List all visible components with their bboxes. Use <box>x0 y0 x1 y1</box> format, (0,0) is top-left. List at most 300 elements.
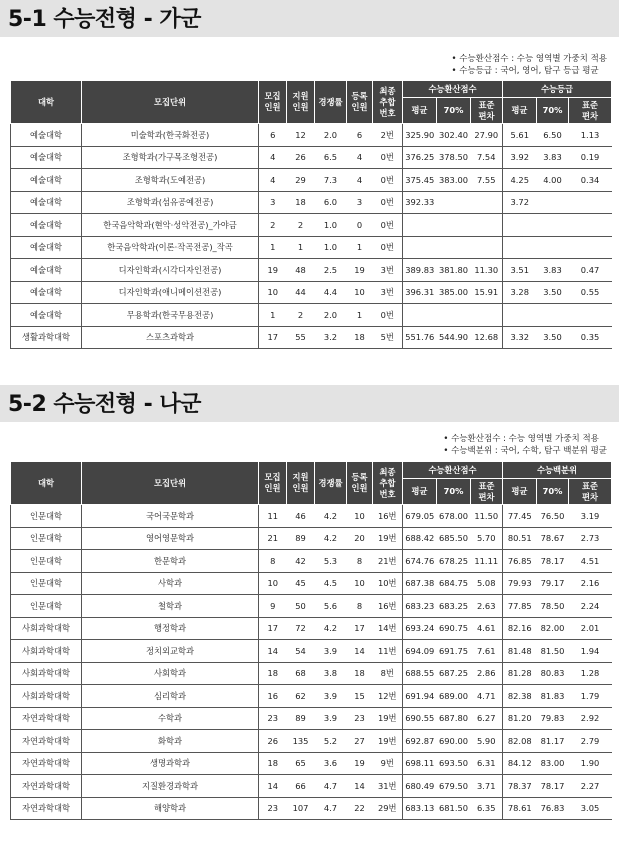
table-cell <box>537 236 569 259</box>
header-row <box>11 81 612 98</box>
table-cell: 인문대학 <box>11 550 82 573</box>
table-cell: 689.00 <box>437 685 471 708</box>
table-cell <box>471 191 503 214</box>
table-cell: 3.05 <box>569 797 612 820</box>
table-row <box>11 214 612 237</box>
table-cell: 예술대학 <box>11 236 82 259</box>
table-cell: 62 <box>287 685 315 708</box>
col-header-major: 모집단위 <box>82 462 259 505</box>
table-cell: 383.00 <box>437 169 471 192</box>
table-cell: 14 <box>259 640 287 663</box>
table-cell: 22 <box>347 797 373 820</box>
table-cell: 12번 <box>373 685 403 708</box>
table-cell: 19 <box>259 259 287 282</box>
table-cell: 89 <box>287 527 315 550</box>
table-cell: 7.54 <box>471 146 503 169</box>
table-cell: 3.28 <box>503 281 537 304</box>
col-subheader: 표준 편차 <box>569 479 612 505</box>
table-cell: 78.61 <box>503 797 537 820</box>
table-cell: 0번 <box>373 169 403 192</box>
table-cell: 0번 <box>373 236 403 259</box>
table-cell: 영어영문학과 <box>82 527 259 550</box>
col-group-header-grade: 수능등급 <box>503 81 612 98</box>
table-cell: 1 <box>347 236 373 259</box>
table-cell: 5.70 <box>471 527 503 550</box>
table-cell: 5.61 <box>503 124 537 147</box>
table-cell: 14 <box>347 775 373 798</box>
table-cell: 79.83 <box>537 707 569 730</box>
table-cell: 81.28 <box>503 662 537 685</box>
table-cell: 690.75 <box>437 617 471 640</box>
table-cell: 11.50 <box>471 505 503 528</box>
table-cell: 예술대학 <box>11 169 82 192</box>
table-cell: 79.93 <box>503 572 537 595</box>
table-cell <box>503 304 537 327</box>
table-cell: 23 <box>259 797 287 820</box>
table-cell: 688.55 <box>403 662 437 685</box>
table-cell: 5.90 <box>471 730 503 753</box>
col-group-header-score: 수능환산점수 <box>403 462 503 479</box>
table-cell: 철학과 <box>82 595 259 618</box>
table-cell: 82.00 <box>537 617 569 640</box>
table-cell: 698.11 <box>403 752 437 775</box>
table-cell: 679.05 <box>403 505 437 528</box>
table-cell: 16번 <box>373 595 403 618</box>
table-cell: 45 <box>287 572 315 595</box>
table-cell: 2.0 <box>315 124 347 147</box>
table-cell: 680.49 <box>403 775 437 798</box>
table-cell: 1.13 <box>569 124 612 147</box>
table-cell: 683.13 <box>403 797 437 820</box>
table-cell: 1 <box>287 236 315 259</box>
table-cell: 683.25 <box>437 595 471 618</box>
table-cell: 76.83 <box>537 797 569 820</box>
table-cell: 9번 <box>373 752 403 775</box>
table-cell: 2.01 <box>569 617 612 640</box>
table-cell: 381.80 <box>437 259 471 282</box>
table-cell: 21번 <box>373 550 403 573</box>
table-cell: 한국음악학과(이론·작곡전공)_작곡 <box>82 236 259 259</box>
table-cell: 692.87 <box>403 730 437 753</box>
table-cell: 77.45 <box>503 505 537 528</box>
table-cell: 10 <box>259 572 287 595</box>
table-cell: 6.27 <box>471 707 503 730</box>
table-cell: 4.7 <box>315 797 347 820</box>
table-cell: 81.83 <box>537 685 569 708</box>
table-cell: 3 <box>347 191 373 214</box>
table-cell: 80.51 <box>503 527 537 550</box>
table-cell: 76.85 <box>503 550 537 573</box>
table-cell: 인문대학 <box>11 505 82 528</box>
table-cell: 679.50 <box>437 775 471 798</box>
table-cell: 8 <box>259 550 287 573</box>
col-header-enroll: 등록 인원 <box>347 81 373 124</box>
table-cell: 2번 <box>373 124 403 147</box>
table-cell: 78.37 <box>503 775 537 798</box>
table-cell: 디자인학과(시각디자인전공) <box>82 259 259 282</box>
table-cell: 정치외교학과 <box>82 640 259 663</box>
table-cell: 2.5 <box>315 259 347 282</box>
table-cell: 4 <box>259 169 287 192</box>
table-cell: 83.00 <box>537 752 569 775</box>
table-cell: 2 <box>287 304 315 327</box>
table-cell: 예술대학 <box>11 191 82 214</box>
table-cell: 78.17 <box>537 550 569 573</box>
table-cell: 3 <box>259 191 287 214</box>
notes <box>452 53 607 77</box>
table-cell <box>537 214 569 237</box>
table-cell: 인문대학 <box>11 527 82 550</box>
table-cell: 2 <box>287 214 315 237</box>
table-row <box>11 662 612 685</box>
table-cell: 7.3 <box>315 169 347 192</box>
table-cell: 684.75 <box>437 572 471 595</box>
table-cell: 3.71 <box>471 775 503 798</box>
table-cell <box>403 236 437 259</box>
table-cell: 3.19 <box>569 505 612 528</box>
table-row <box>11 797 612 820</box>
table-cell: 17 <box>259 617 287 640</box>
table-cell: 사학과 <box>82 572 259 595</box>
table-cell: 29 <box>287 169 315 192</box>
table-cell: 50 <box>287 595 315 618</box>
table-row <box>11 124 612 147</box>
table-cell: 스포츠과학과 <box>82 326 259 349</box>
table-cell <box>503 236 537 259</box>
table-cell: 심리학과 <box>82 685 259 708</box>
col-subheader: 표준 편차 <box>471 98 503 124</box>
table-cell: 10 <box>347 572 373 595</box>
table-cell: 예술대학 <box>11 259 82 282</box>
table-cell: 4.2 <box>315 527 347 550</box>
table-cell: 683.23 <box>403 595 437 618</box>
table-cell: 17 <box>347 617 373 640</box>
table-cell: 4 <box>347 169 373 192</box>
table-cell: 조형학과(가구목조형전공) <box>82 146 259 169</box>
table-cell <box>437 304 471 327</box>
note-line: • 수능등급 : 국어, 영어, 탐구 등급 평균 <box>451 66 599 76</box>
table-row <box>11 775 612 798</box>
table-cell: 생명과학과 <box>82 752 259 775</box>
table-cell: 0번 <box>373 191 403 214</box>
table-cell: 0.35 <box>569 326 612 349</box>
table-cell: 78.50 <box>537 595 569 618</box>
table-cell: 5.08 <box>471 572 503 595</box>
table-cell: 0.55 <box>569 281 612 304</box>
table-cell: 82.38 <box>503 685 537 708</box>
section-title-bar <box>0 385 619 422</box>
col-group-header-grade: 수능백분위 <box>503 462 612 479</box>
table-cell: 1 <box>347 304 373 327</box>
table-cell: 자연과학대학 <box>11 730 82 753</box>
table-cell: 78.67 <box>537 527 569 550</box>
table-cell <box>437 236 471 259</box>
table-cell: 65 <box>287 752 315 775</box>
table-cell: 3.32 <box>503 326 537 349</box>
table-cell: 89 <box>287 707 315 730</box>
table-cell <box>471 236 503 259</box>
table-cell: 6 <box>259 124 287 147</box>
table-cell: 10 <box>347 281 373 304</box>
table-cell: 사회학과 <box>82 662 259 685</box>
col-subheader: 평균 <box>503 479 537 505</box>
table-row <box>11 527 612 550</box>
table-cell: 2.0 <box>315 304 347 327</box>
table-cell: 17 <box>259 326 287 349</box>
table-cell: 135 <box>287 730 315 753</box>
table-cell: 4.61 <box>471 617 503 640</box>
col-header-enroll: 등록 인원 <box>347 462 373 505</box>
table-cell: 4.71 <box>471 685 503 708</box>
table-cell: 2.27 <box>569 775 612 798</box>
table-row <box>11 595 612 618</box>
table-cell: 14번 <box>373 617 403 640</box>
table-cell: 31번 <box>373 775 403 798</box>
table-cell: 3.9 <box>315 640 347 663</box>
table-cell: 678.00 <box>437 505 471 528</box>
col-header-ratio: 경쟁률 <box>315 462 347 505</box>
table-row <box>11 281 612 304</box>
table-cell: 392.33 <box>403 191 437 214</box>
table-cell: 4.00 <box>537 169 569 192</box>
table-cell <box>437 214 471 237</box>
table-cell: 3.6 <box>315 752 347 775</box>
col-subheader: 70% <box>437 479 471 505</box>
col-header-ratio: 경쟁률 <box>315 81 347 124</box>
table-cell: 4.7 <box>315 775 347 798</box>
table-cell: 예술대학 <box>11 304 82 327</box>
table-cell: 사회과학대학 <box>11 640 82 663</box>
table-cell: 26 <box>259 730 287 753</box>
table-cell: 54 <box>287 640 315 663</box>
col-subheader: 표준 편차 <box>569 98 612 124</box>
table-cell: 46 <box>287 505 315 528</box>
table-row <box>11 707 612 730</box>
table-row <box>11 191 612 214</box>
table-cell: 79.17 <box>537 572 569 595</box>
table-cell: 자연과학대학 <box>11 707 82 730</box>
table-cell: 9 <box>259 595 287 618</box>
table-row <box>11 572 612 595</box>
table-cell: 생활과학대학 <box>11 326 82 349</box>
table-cell: 미술학과(한국화전공) <box>82 124 259 147</box>
table-cell: 예술대학 <box>11 214 82 237</box>
table-cell: 4 <box>347 146 373 169</box>
table-cell: 16번 <box>373 505 403 528</box>
table-cell: 6.5 <box>315 146 347 169</box>
table-cell: 6.0 <box>315 191 347 214</box>
table-cell: 해양학과 <box>82 797 259 820</box>
table-row <box>11 326 612 349</box>
col-subheader: 70% <box>537 479 569 505</box>
col-header-major: 모집단위 <box>82 81 259 124</box>
table-row <box>11 685 612 708</box>
table-cell: 12.68 <box>471 326 503 349</box>
table-cell: 396.31 <box>403 281 437 304</box>
table-cell <box>569 214 612 237</box>
table-cell: 48 <box>287 259 315 282</box>
table-cell: 2.63 <box>471 595 503 618</box>
table-cell: 691.75 <box>437 640 471 663</box>
table-cell: 7.61 <box>471 640 503 663</box>
table-cell: 375.45 <box>403 169 437 192</box>
table-cell: 0.34 <box>569 169 612 192</box>
table-cell: 6 <box>347 124 373 147</box>
table-cell: 인문대학 <box>11 572 82 595</box>
table-cell <box>471 214 503 237</box>
col-subheader: 평균 <box>503 98 537 124</box>
table-cell: 82.08 <box>503 730 537 753</box>
table-cell: 26 <box>287 146 315 169</box>
table-cell: 10 <box>347 505 373 528</box>
table-row <box>11 752 612 775</box>
table-cell: 82.16 <box>503 617 537 640</box>
table-cell: 8번 <box>373 662 403 685</box>
table-cell: 1.0 <box>315 236 347 259</box>
table-cell: 27 <box>347 730 373 753</box>
table-cell: 687.80 <box>437 707 471 730</box>
table-cell: 19번 <box>373 730 403 753</box>
table-cell: 678.25 <box>437 550 471 573</box>
note-line: • 수능환산점수 : 수능 영역별 가중치 적용 <box>451 54 607 64</box>
col-subheader: 평균 <box>403 98 437 124</box>
table-cell: 19번 <box>373 707 403 730</box>
table-cell: 디자인학과(애니메이션전공) <box>82 281 259 304</box>
table-cell: 4.2 <box>315 505 347 528</box>
table-cell: 3.92 <box>503 146 537 169</box>
table-cell: 55 <box>287 326 315 349</box>
table-cell: 5.6 <box>315 595 347 618</box>
score-table-ga <box>10 80 612 349</box>
table-cell <box>437 191 471 214</box>
table-cell: 107 <box>287 797 315 820</box>
table-row <box>11 505 612 528</box>
table-cell: 14 <box>347 640 373 663</box>
col-header-final: 최종 추합 번호 <box>373 81 403 124</box>
table-cell: 조형학과(도예전공) <box>82 169 259 192</box>
table-cell: 수학과 <box>82 707 259 730</box>
table-cell: 조형학과(섬유공예전공) <box>82 191 259 214</box>
table-cell: 5.2 <box>315 730 347 753</box>
col-group-header-score: 수능환산점수 <box>403 81 503 98</box>
table-cell: 693.24 <box>403 617 437 640</box>
table-cell: 5번 <box>373 326 403 349</box>
col-subheader: 70% <box>437 98 471 124</box>
table-cell: 0번 <box>373 146 403 169</box>
table-cell: 1.90 <box>569 752 612 775</box>
col-header-recruit: 모집 인원 <box>259 81 287 124</box>
table-cell: 19 <box>347 259 373 282</box>
table-cell: 예술대학 <box>11 124 82 147</box>
col-header-apply: 지원 인원 <box>287 462 315 505</box>
table-cell: 687.38 <box>403 572 437 595</box>
table-cell: 20 <box>347 527 373 550</box>
table-cell: 6.50 <box>537 124 569 147</box>
table-cell: 3번 <box>373 281 403 304</box>
table-cell: 3.83 <box>537 259 569 282</box>
table-cell: 693.50 <box>437 752 471 775</box>
table-cell: 8 <box>347 550 373 573</box>
table-cell: 1.0 <box>315 214 347 237</box>
table-cell: 3.51 <box>503 259 537 282</box>
table-row <box>11 169 612 192</box>
table-cell: 15.91 <box>471 281 503 304</box>
table-cell: 0번 <box>373 304 403 327</box>
table-cell: 0.19 <box>569 146 612 169</box>
table-cell: 691.94 <box>403 685 437 708</box>
table-cell: 694.09 <box>403 640 437 663</box>
table-cell: 302.40 <box>437 124 471 147</box>
table-cell: 68 <box>287 662 315 685</box>
table-cell: 10번 <box>373 572 403 595</box>
table-cell: 18 <box>347 662 373 685</box>
table-cell: 16 <box>259 685 287 708</box>
table-cell: 2.92 <box>569 707 612 730</box>
table-cell: 44 <box>287 281 315 304</box>
table-cell: 4.5 <box>315 572 347 595</box>
table-row <box>11 617 612 640</box>
table-cell: 6.35 <box>471 797 503 820</box>
table-cell: 19번 <box>373 527 403 550</box>
table-cell: 2.24 <box>569 595 612 618</box>
table-cell: 378.50 <box>437 146 471 169</box>
table-cell: 389.83 <box>403 259 437 282</box>
table-cell: 11 <box>259 505 287 528</box>
col-header-recruit: 모집 인원 <box>259 462 287 505</box>
note-line: • 수능환산점수 : 수능 영역별 가중치 적용 <box>443 434 599 444</box>
table-cell: 2.86 <box>471 662 503 685</box>
table-cell: 자연과학대학 <box>11 775 82 798</box>
table-cell: 사회과학대학 <box>11 662 82 685</box>
table-cell: 7.55 <box>471 169 503 192</box>
table-cell <box>569 304 612 327</box>
section-title: 5-1 수능전형 - 가군 <box>8 7 201 32</box>
table-cell: 0.47 <box>569 259 612 282</box>
section-title-bar <box>0 0 619 37</box>
header-row <box>11 462 612 479</box>
table-row <box>11 236 612 259</box>
table-cell: 690.55 <box>403 707 437 730</box>
table-cell: 18 <box>259 662 287 685</box>
table-cell: 23 <box>259 707 287 730</box>
table-cell: 81.20 <box>503 707 537 730</box>
table-cell: 325.90 <box>403 124 437 147</box>
table-cell: 688.42 <box>403 527 437 550</box>
table-cell: 23 <box>347 707 373 730</box>
table-cell: 자연과학대학 <box>11 797 82 820</box>
table-cell: 예술대학 <box>11 146 82 169</box>
table-cell: 376.25 <box>403 146 437 169</box>
col-subheader: 평균 <box>403 479 437 505</box>
table-cell: 국어국문학과 <box>82 505 259 528</box>
table-cell: 18 <box>259 752 287 775</box>
table-cell <box>471 304 503 327</box>
table-cell: 1 <box>259 304 287 327</box>
table-cell: 사회과학대학 <box>11 617 82 640</box>
table-cell: 자연과학대학 <box>11 752 82 775</box>
table-cell: 8 <box>347 595 373 618</box>
table-cell: 3.8 <box>315 662 347 685</box>
table-row <box>11 304 612 327</box>
table-cell: 3.72 <box>503 191 537 214</box>
table-cell: 66 <box>287 775 315 798</box>
table-cell: 지질환경과학과 <box>82 775 259 798</box>
table-cell: 사회과학대학 <box>11 685 82 708</box>
table-cell: 3.2 <box>315 326 347 349</box>
table-cell: 84.12 <box>503 752 537 775</box>
table-cell <box>503 214 537 237</box>
table-cell: 544.90 <box>437 326 471 349</box>
